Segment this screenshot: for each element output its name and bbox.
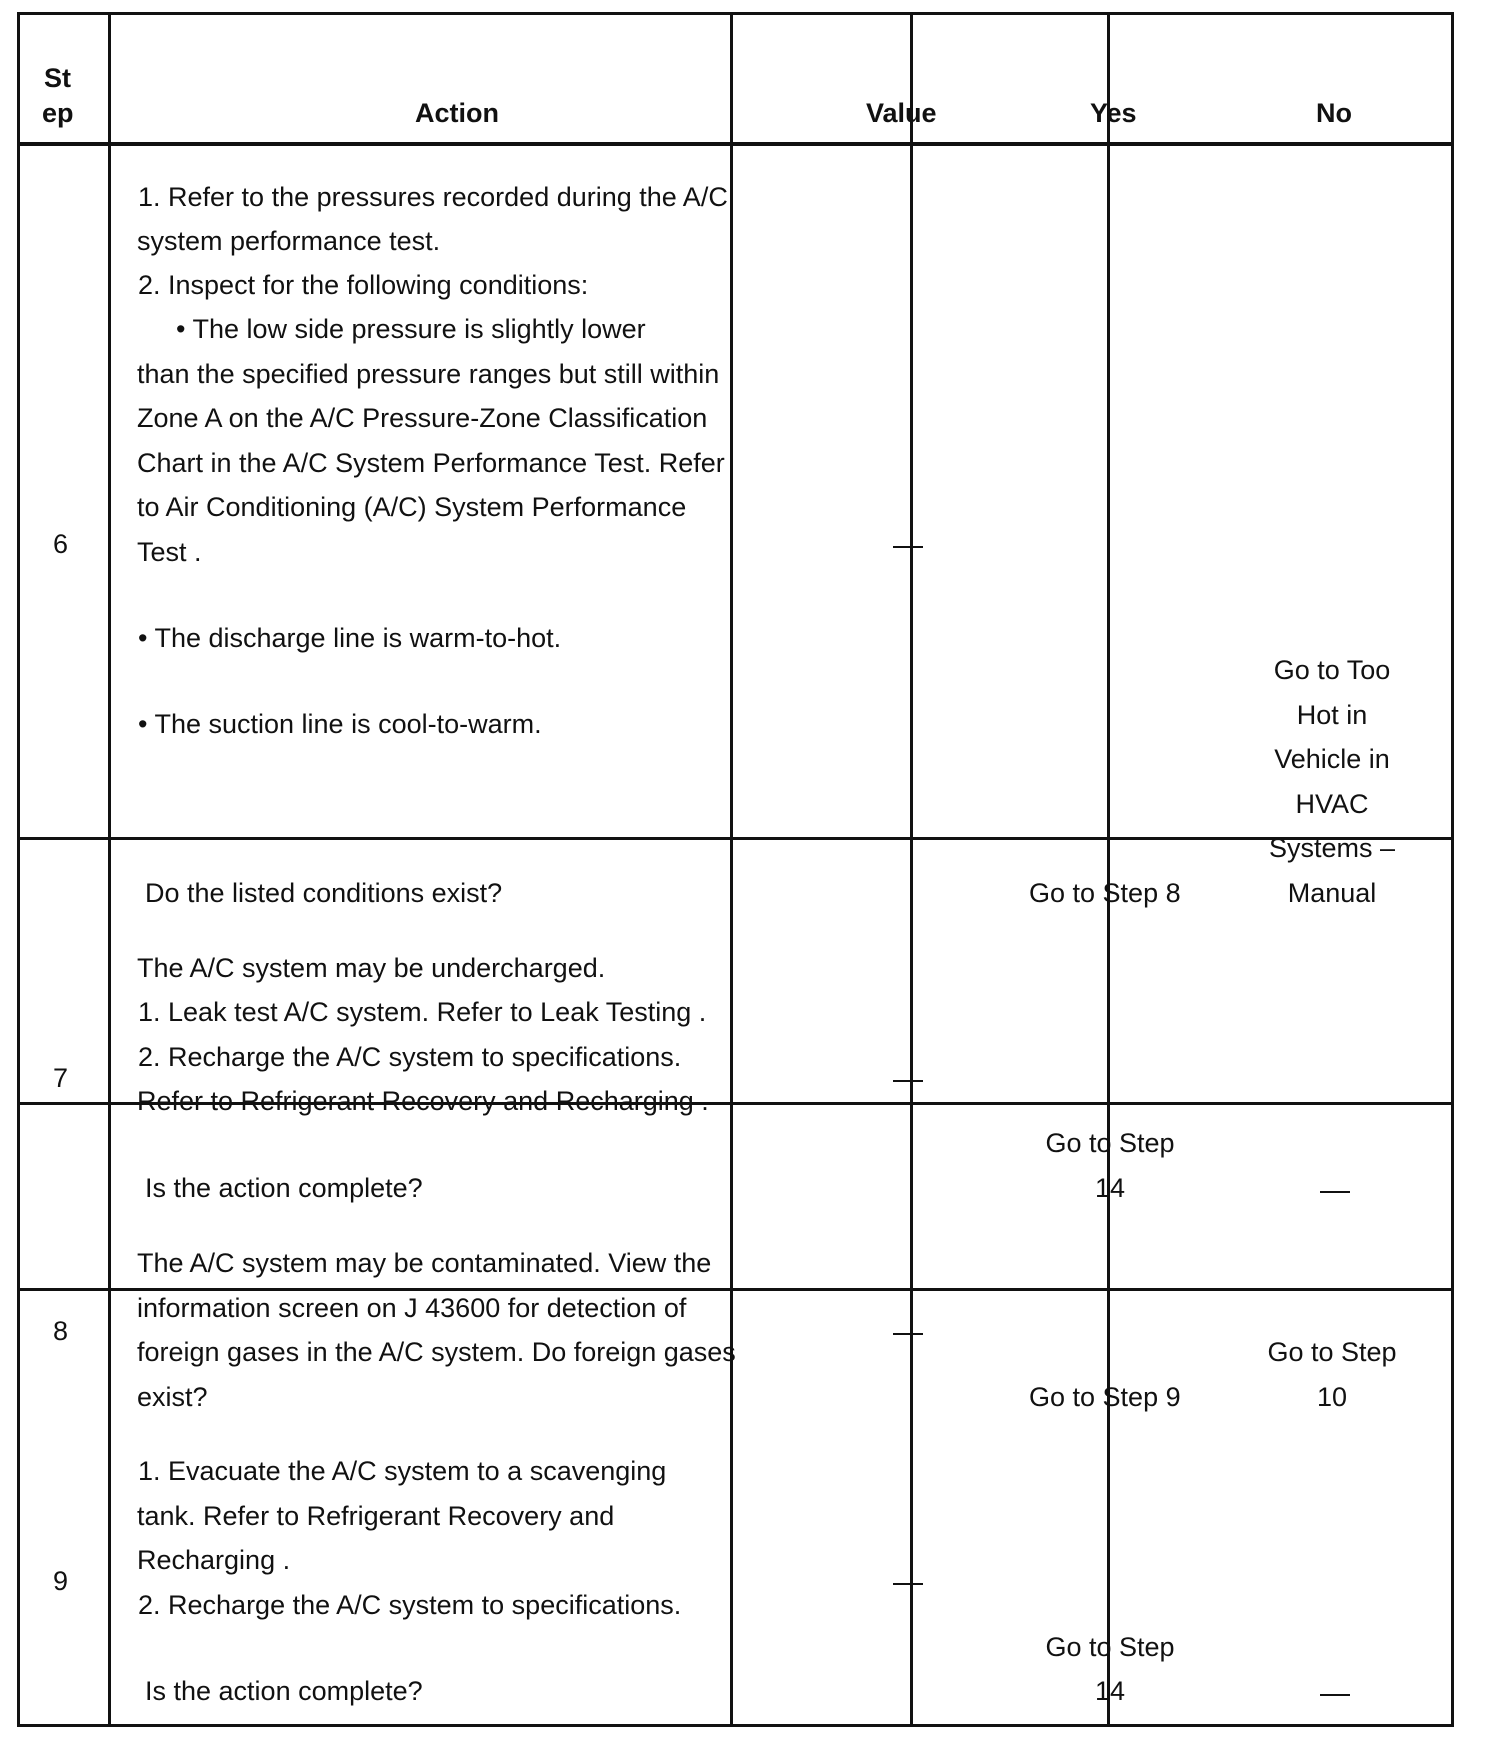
header-yes: Yes [1090,98,1137,128]
action-text: 2. Recharge the A/C system to specifications. [138,1590,682,1620]
no-result: Go to Step [1267,1337,1397,1367]
yes-result: 14 [1094,1676,1126,1706]
action-text: Chart in the A/C System Performance Test. Refer [137,448,725,478]
action-text: foreign gases in the A/C system. Do foreign gases [137,1337,736,1367]
column-divider [108,15,111,1724]
no-result: 10 [1316,1382,1348,1412]
yes-result: 14 [1094,1173,1126,1203]
value-dash [893,546,923,548]
header-step-line1: St [44,63,71,93]
action-text: system performance test. [137,226,441,256]
column-divider [730,15,733,1724]
value-dash [893,1080,923,1082]
action-text: • The discharge line is warm-to-hot. [138,623,562,653]
header-value: Value [866,98,937,128]
action-text: tank. Refer to Refrigerant Recovery and [137,1501,615,1531]
step-number: 9 [53,1566,69,1596]
column-divider [910,15,913,1724]
no-dash [1320,1191,1350,1193]
yes-result: Go to Step [1045,1632,1175,1662]
action-text: • The suction line is cool-to-warm. [138,709,542,739]
step-number: 7 [53,1063,69,1093]
action-text: Refer to Refrigerant Recovery and Recharging . [137,1086,709,1116]
action-text: 2. Inspect for the following conditions: [138,270,589,300]
action-question: Do the listed conditions exist? [145,878,503,908]
action-question: Is the action complete? [145,1676,423,1706]
action-text: 1. Refer to the pressures recorded during the A/C [138,182,728,212]
step-number: 6 [53,529,69,559]
yes-result: Go to Step 9 [1029,1382,1181,1412]
header-step-line2: ep [42,98,74,128]
header-action: Action [415,98,499,128]
action-text: Recharging . [137,1545,291,1575]
action-text: information screen on J 43600 for detection of [137,1293,687,1323]
step-number: 8 [53,1316,69,1346]
action-text: 2. Recharge the A/C system to specifications. [138,1042,682,1072]
no-result: Vehicle in [1274,744,1390,774]
no-result: Systems – [1268,833,1396,863]
no-dash [1320,1694,1350,1696]
header-no: No [1316,98,1352,128]
action-text: Test . [137,537,202,567]
action-text: The A/C system may be contaminated. View the [137,1248,712,1278]
no-result: Go to Too [1273,655,1391,685]
action-text: Zone A on the A/C Pressure-Zone Classification [137,403,708,433]
header-divider [20,142,1451,146]
yes-result: Go to Step [1045,1128,1175,1158]
action-text: 1. Leak test A/C system. Refer to Leak Testing . [138,997,707,1027]
value-dash [893,1333,923,1335]
action-text: to Air Conditioning (A/C) System Performance [137,492,687,522]
no-result: Manual [1287,878,1377,908]
value-dash [893,1583,923,1585]
no-result: HVAC [1295,789,1369,819]
action-question: Is the action complete? [145,1173,423,1203]
action-text: exist? [137,1382,208,1412]
yes-result: Go to Step 8 [1029,878,1181,908]
no-result: Hot in [1296,700,1368,730]
action-text: • The low side pressure is slightly lower [176,314,646,344]
column-divider [1107,15,1110,1724]
action-text: The A/C system may be undercharged. [137,953,606,983]
action-text: than the specified pressure ranges but still within [137,359,720,389]
action-text: 1. Evacuate the A/C system to a scavenging [138,1456,667,1486]
